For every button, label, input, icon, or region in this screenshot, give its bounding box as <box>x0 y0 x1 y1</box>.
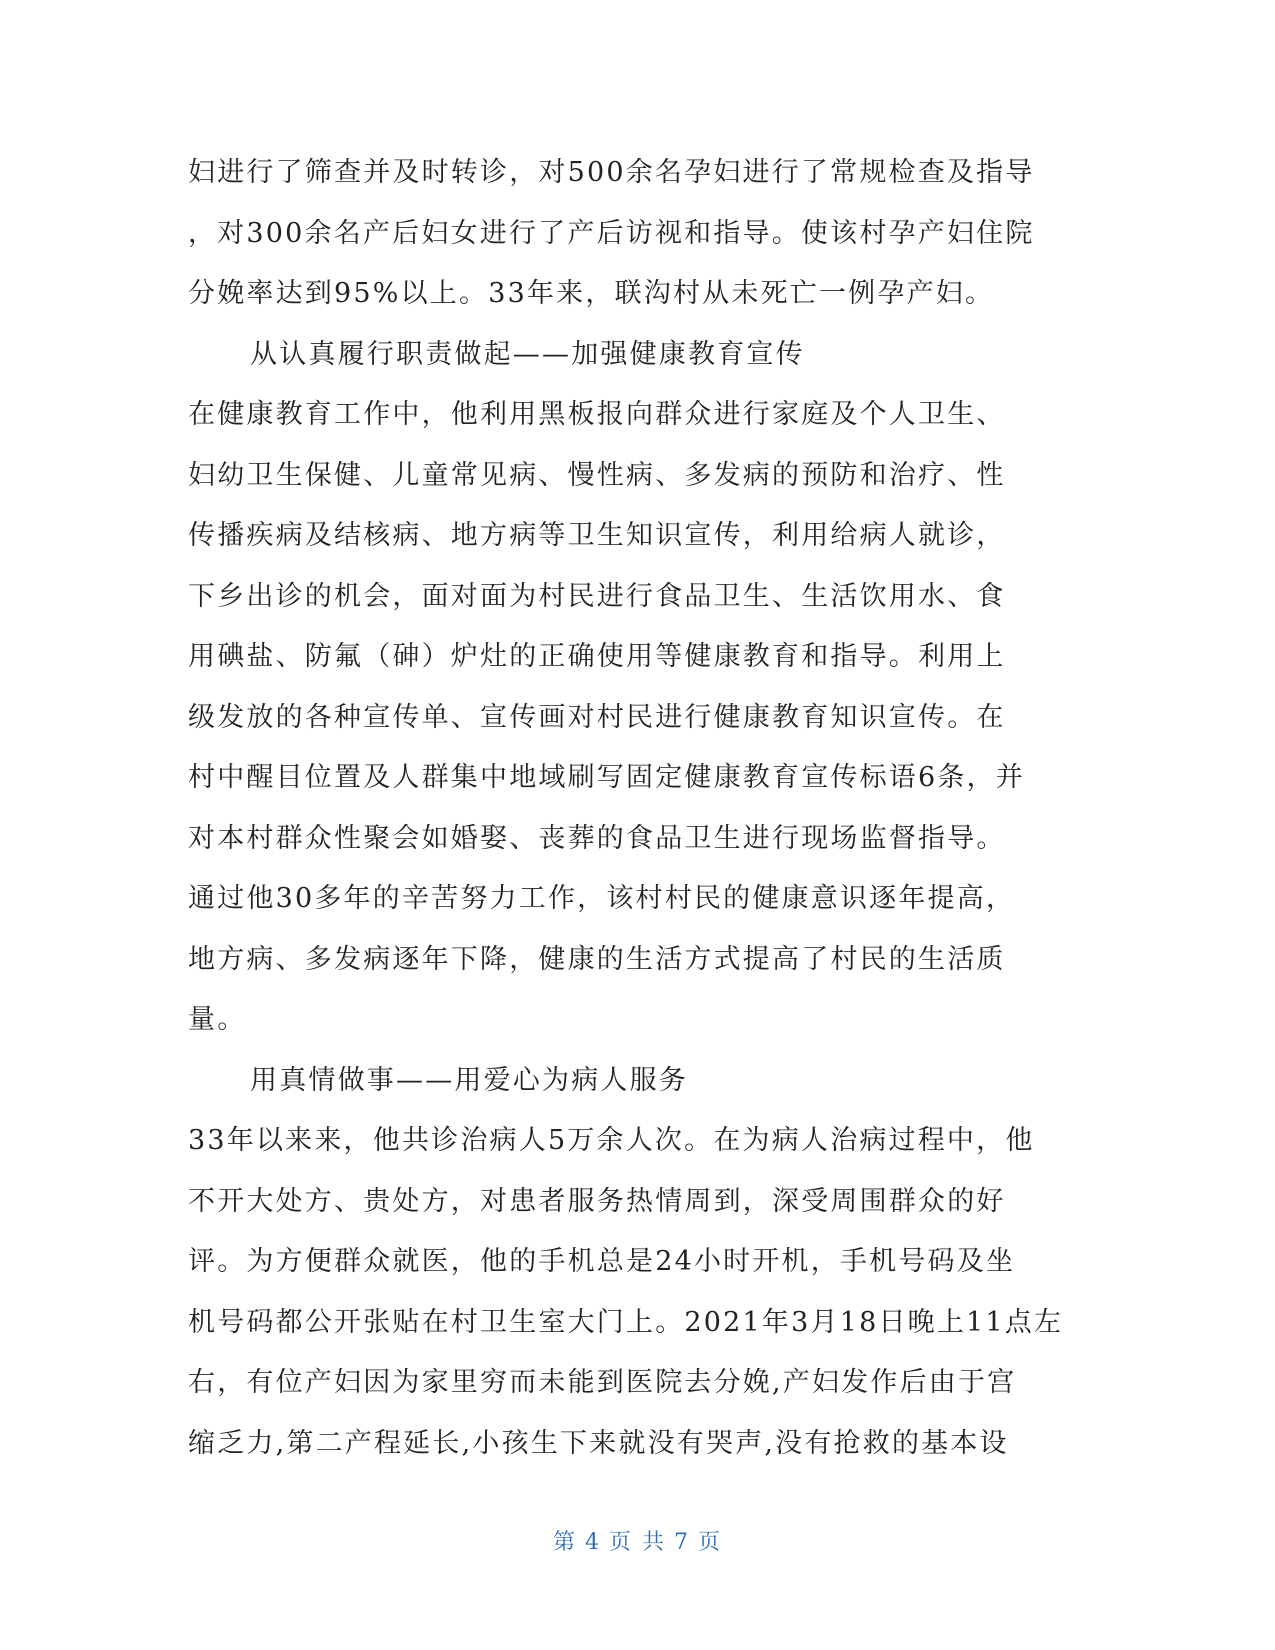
text-line: 下乡出诊的机会，面对面为村民进行食品卫生、生活饮用水、食 <box>188 580 1006 612</box>
current-page-number: 4 <box>585 1530 601 1555</box>
section-heading: 从认真履行职责做起——加强健康教育宣传 <box>250 338 805 370</box>
footer-prefix: 第 <box>552 1530 577 1555</box>
text-line: 通过他30多年的辛苦努力工作，该村村民的健康意识逐年提高， <box>188 883 1016 914</box>
body-text <box>188 143 1068 1474</box>
text-line: 在健康教育工作中，他利用黑板报向群众进行家庭及个人卫生、 <box>188 399 1006 430</box>
text-line: 级发放的各种宣传单、宣传画对村民进行健康教育知识宣传。在 <box>188 701 1006 733</box>
text-line: 地方病、多发病逐年下降，健康的生活方式提高了村民的生活质 <box>188 943 1006 975</box>
page-footer <box>0 1525 1275 1556</box>
section-heading: 用真情做事——用爱心为病人服务 <box>250 1064 688 1096</box>
text-line: 机号码都公开张贴在村卫生室大门上。2021年3月18日晚上11点左 <box>188 1306 1064 1338</box>
text-line: 传播疾病及结核病、地方病等卫生知识宣传，利用给病人就诊， <box>188 520 1006 551</box>
footer-suffix: 页 <box>698 1530 723 1555</box>
text-line: 缩乏力,第二产程延长,小孩生下来就没有哭声,没有抢救的基本设 <box>188 1427 1009 1459</box>
footer-middle: 页 共 <box>609 1530 666 1555</box>
text-line: 用碘盐、防氟（砷）炉灶的正确使用等健康教育和指导。利用上 <box>188 641 1006 672</box>
text-line: 村中醒目位置及人群集中地域刷写固定健康教育宣传标语6条，并 <box>188 762 1025 793</box>
text-line: 妇进行了筛查并及时转诊，对500余名孕妇进行了常规检查及指导 <box>188 157 1035 188</box>
text-line: 对本村群众性聚会如婚娶、丧葬的食品卫生进行现场监督指导。 <box>188 822 1006 854</box>
text-line: 妇幼卫生保健、儿童常见病、慢性病、多发病的预防和治疗、性 <box>188 459 1006 491</box>
text-line: ，对300余名产后妇女进行了产后访视和指导。使该村孕产妇住院 <box>188 217 1035 249</box>
text-line: 评。为方便群众就医，他的手机总是24小时开机，手机号码及坐 <box>188 1246 1016 1277</box>
text-line: 分娩率达到95%以上。33年来，联沟村从未死亡一例孕产妇。 <box>188 278 995 309</box>
text-line: 量。 <box>188 1004 247 1035</box>
text-line: 33年以来来，他共诊治病人5万余人次。在为病人治病过程中，他 <box>188 1125 1035 1156</box>
text-line: 不开大处方、贵处方，对患者服务热情周到，深受周围群众的好 <box>188 1185 1006 1217</box>
total-page-count: 7 <box>674 1530 690 1555</box>
text-line: 右，有位产妇因为家里穷而未能到医院去分娩,产妇发作后由于宫 <box>188 1367 1017 1398</box>
